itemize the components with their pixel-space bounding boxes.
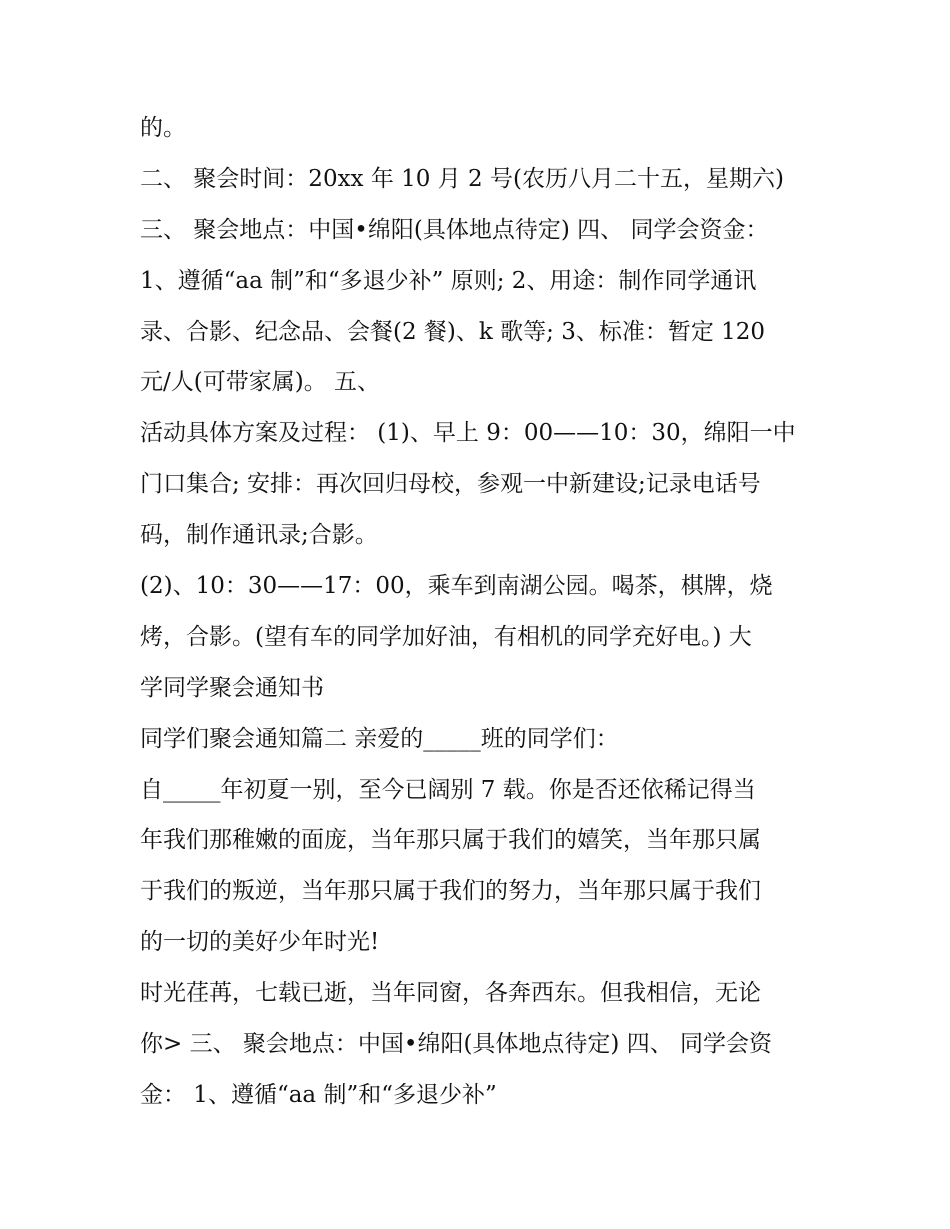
text-line: 年我们那稚嫩的面庞，当年那只属于我们的嬉笑，当年那只属 <box>140 827 761 854</box>
text-line: 学同学聚会通知书 <box>140 674 324 701</box>
text-line: 于我们的叛逆，当年那只属于我们的努力，当年那只属于我们 <box>140 878 761 905</box>
text-line: 录、合影、纪念品、会餐(2 餐)、k 歌等; 3、标准：暂定 120 <box>140 318 766 345</box>
text-line: 你> 三、 聚会地点：中国•绵阳(具体地点待定) 四、 同学会资 <box>140 1031 773 1058</box>
document-body <box>140 108 830 1126</box>
text-line: 二、 聚会时间：20xx 年 10 月 2 号(农历八月二十五，星期六) <box>140 165 784 192</box>
text-line: (2)、10：30——17：00，乘车到南湖公园。喝茶，棋牌，烧 <box>140 573 773 600</box>
text-line: 的。 <box>140 115 186 141</box>
text-line: 金： 1、遵循“aa 制”和“多退少补” <box>140 1081 497 1108</box>
text-line: 门口集合; 安排：再次回归母校，参观一中新建设;记录电话号 <box>140 471 761 498</box>
text-line: 元/人(可带家属)。 五、 <box>140 369 381 396</box>
text-line: 活动具体方案及过程： (1)、早上 9：00——10：30，绵阳一中 <box>140 420 796 447</box>
text-line: 1、遵循“aa 制”和“多退少补” 原则; 2、用途：制作同学通讯 <box>140 267 757 294</box>
text-line: 烤，合影。(望有车的同学加好油，有相机的同学充好电。) 大 <box>140 623 752 650</box>
text-line: 三、 聚会地点：中国•绵阳(具体地点待定) 四、 同学会资金： <box>140 216 769 243</box>
text-line: 的一切的美好少年时光! <box>140 929 380 956</box>
text-line: 码，制作通讯录;合影。 <box>140 522 378 549</box>
text-line: 同学们聚会通知篇二 亲爱的_____班的同学们： <box>140 725 619 752</box>
text-line: 时光荏苒，七载已逝，当年同窗，各奔西东。但我相信，无论 <box>140 980 761 1007</box>
text-line: 自_____年初夏一别，至今已阔别 7 载。你是否还依稀记得当 <box>140 776 756 803</box>
